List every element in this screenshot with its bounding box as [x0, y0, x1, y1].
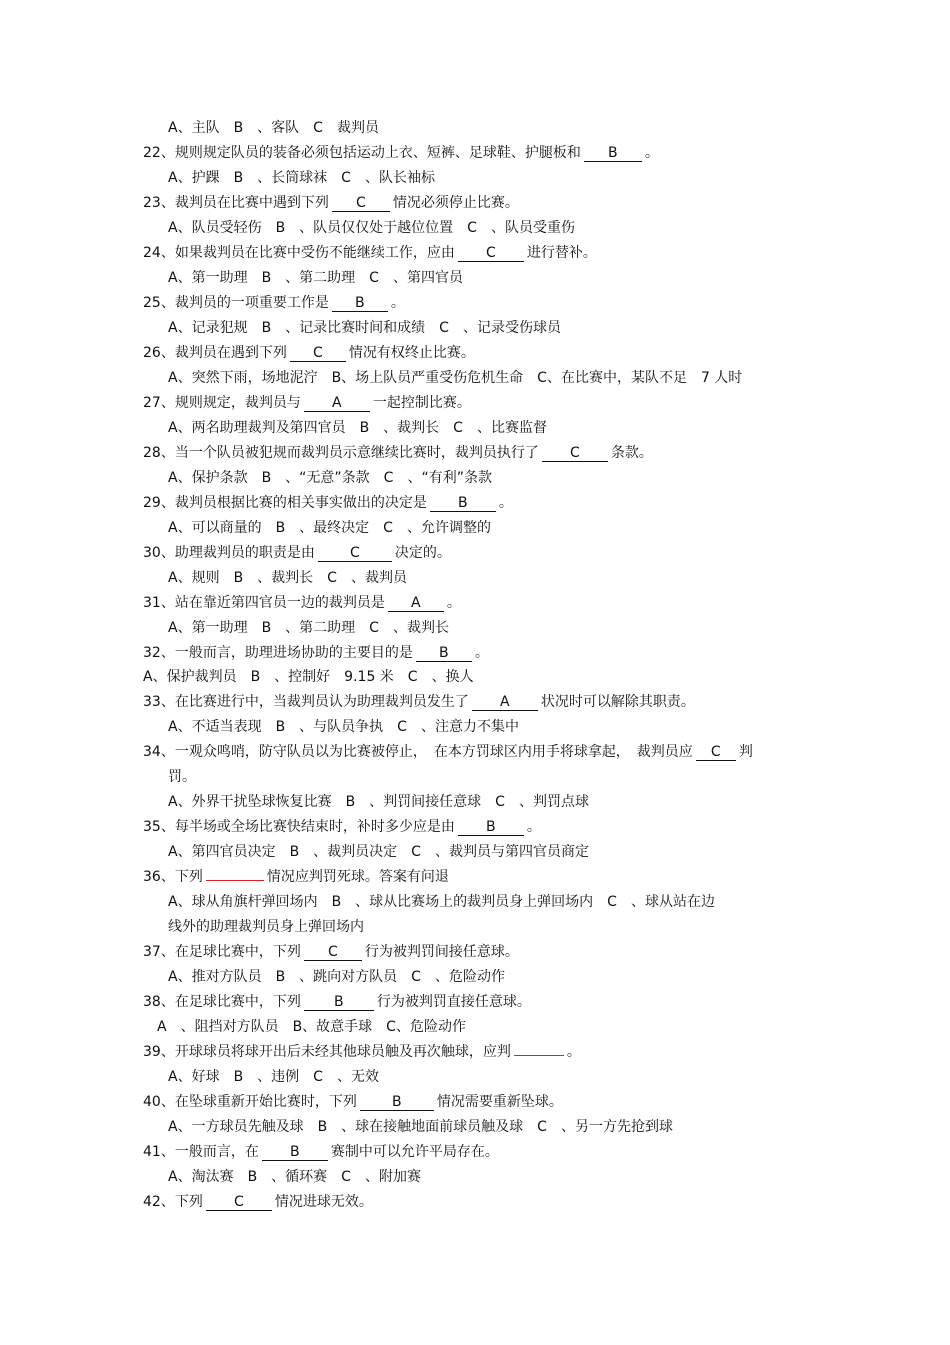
option-line	[168, 269, 463, 289]
question-line	[143, 1193, 373, 1213]
question-line	[143, 344, 475, 364]
line-text: 40、在坠球重新开始比赛时，下列	[143, 1094, 357, 1110]
line-text: A、好球 B 、违例 C 、无效	[168, 1069, 379, 1085]
line-text: 36、下列	[143, 869, 203, 885]
line-text: 22、规则规定队员的装备必须包括运动上衣、短裤、足球鞋、护腿板和	[143, 145, 581, 161]
line-text: 线外的助理裁判员身上弹回场内	[168, 919, 364, 935]
line-text-after: 进行替补。	[526, 245, 597, 261]
line-text: A、外界干扰坠球恢复比赛 B 、判罚间接任意球 C 、判罚点球	[168, 794, 589, 810]
line-text: A、突然下雨，场地泥泞 B、场上队员严重受伤危机生命 C、在比赛中，某队不足 7 人时	[168, 370, 743, 386]
option-line	[168, 319, 561, 339]
line-text: A、淘汰赛 B 、循环赛 C 、附加赛	[168, 1169, 421, 1185]
question-line	[143, 1093, 563, 1113]
option-line	[168, 768, 196, 788]
line-text-after: 条款。	[610, 445, 653, 461]
line-text-after: 判	[738, 744, 753, 760]
question-line	[143, 668, 474, 688]
line-text-after: 行为被判罚直接任意球。	[376, 994, 531, 1010]
line-text-after: 。	[498, 495, 513, 511]
line-text: 罚。	[168, 769, 196, 785]
answer-blank	[206, 880, 264, 881]
line-text: A、保护条款 B 、“无意”条款 C 、“有利”条款	[168, 470, 492, 486]
line-text-after: 。	[446, 595, 461, 611]
option-line	[168, 169, 435, 189]
line-text: A、球从角旗杆弹回场内 B 、球从比赛场上的裁判员身上弹回场内 C 、球从站在边	[168, 894, 715, 910]
question-line	[143, 594, 461, 614]
line-text: A、主队 B 、客队 C 裁判员	[168, 120, 379, 136]
question-line	[143, 244, 597, 264]
option-line	[168, 918, 364, 938]
option-line	[168, 793, 589, 813]
line-text: A、规则 B 、裁判长 C 、裁判员	[168, 570, 407, 586]
option-line	[168, 968, 505, 988]
line-text: 41、一般而言，在	[143, 1144, 259, 1160]
question-line	[143, 993, 531, 1013]
answer-blank: B	[332, 295, 388, 312]
answer-blank: A	[388, 595, 444, 612]
option-line	[168, 1118, 673, 1138]
option-line	[168, 519, 491, 539]
answer-blank: C	[332, 195, 390, 212]
line-text: 26、裁判员在遇到下列	[143, 345, 287, 361]
line-text: 33、在比赛进行中，当裁判员认为助理裁判员发生了	[143, 694, 469, 710]
line-text: A、第四官员决定 B 、裁判员决定 C 、裁判员与第四官员商定	[168, 844, 589, 860]
line-text-after: 决定的。	[394, 545, 451, 561]
question-line	[143, 394, 471, 414]
line-text-after: 情况应判罚死球。答案有问退	[266, 869, 449, 885]
line-text: A、一方球员先触及球 B 、球在接触地面前球员触及球 C 、另一方先抢到球	[168, 1119, 673, 1135]
line-text-after: 行为被判罚间接任意球。	[364, 944, 519, 960]
line-text-after: 。	[566, 1044, 581, 1060]
question-line	[143, 444, 653, 464]
line-text: 25、裁判员的一项重要工作是	[143, 295, 329, 311]
question-line	[143, 943, 519, 963]
line-text-after: 。	[390, 295, 405, 311]
line-text: 38、在足球比赛中，下列	[143, 994, 301, 1010]
option-line	[168, 718, 519, 738]
answer-blank: B	[584, 145, 642, 162]
answer-blank: A	[472, 694, 538, 711]
option-line	[168, 1168, 421, 1188]
line-text-after: 状况时可以解除其职责。	[540, 694, 695, 710]
question-line	[143, 144, 659, 164]
option-line	[168, 569, 407, 589]
line-text: 34、一观众鸣哨，防守队员以为比赛被停止， 在本方罚球区内用手将球拿起， 裁判员应	[143, 744, 693, 760]
answer-blank: C	[290, 345, 346, 362]
line-text: A、可以商量的 B 、最终决定 C 、允许调整的	[168, 520, 491, 536]
line-text: 32、一般而言，助理进场协助的主要目的是	[143, 645, 413, 661]
answer-blank: A	[304, 395, 370, 412]
question-line	[143, 494, 513, 514]
option-line	[168, 219, 575, 239]
option-line	[168, 119, 379, 139]
line-text: 31、站在靠近第四官员一边的裁判员是	[143, 595, 385, 611]
line-text-after: 赛制中可以允许平局存在。	[330, 1144, 499, 1160]
question-line	[143, 294, 405, 314]
line-text: A、两名助理裁判及第四官员 B 、裁判长 C 、比赛监督	[168, 420, 547, 436]
line-text-after: 情况有权终止比赛。	[348, 345, 475, 361]
answer-blank: C	[304, 944, 362, 961]
line-text: A、队员受轻伤 B 、队员仅仅处于越位位置 C 、队员受重伤	[168, 220, 575, 236]
question-line	[143, 868, 449, 888]
option-line	[168, 893, 715, 913]
line-text: A、第一助理 B 、第二助理 C 、裁判长	[168, 620, 449, 636]
line-text: 42、下列	[143, 1194, 203, 1210]
line-text: A、护踝 B 、长筒球袜 C 、队长袖标	[168, 170, 435, 186]
answer-blank	[514, 1055, 564, 1056]
line-text-after: 。	[526, 819, 541, 835]
option-line	[168, 369, 742, 389]
line-text-after: 一起控制比赛。	[372, 395, 471, 411]
question-line	[143, 544, 451, 564]
option-line	[168, 1068, 379, 1088]
line-text: A 、阻挡对方队员 B、故意手球 C、危险动作	[143, 1019, 466, 1035]
question-line	[143, 644, 489, 664]
option-line	[168, 419, 547, 439]
line-text: 39、开球球员将球开出后未经其他球员触及再次触球，应判	[143, 1044, 511, 1060]
answer-blank: B	[416, 645, 472, 662]
option-line	[168, 469, 492, 489]
line-text: 35、每半场或全场比赛快结束时，补时多少应是由	[143, 819, 455, 835]
question-line	[143, 693, 695, 713]
answer-blank: B	[360, 1094, 434, 1111]
line-text: A、不适当表现 B 、与队员争执 C 、注意力不集中	[168, 719, 519, 735]
answer-blank: B	[430, 495, 496, 512]
line-text: A、第一助理 B 、第二助理 C 、第四官员	[168, 270, 463, 286]
line-text: 28、当一个队员被犯规而裁判员示意继续比赛时，裁判员执行了	[143, 445, 539, 461]
option-line	[168, 619, 449, 639]
answer-blank: B	[458, 819, 524, 836]
line-text: 29、裁判员根据比赛的相关事实做出的决定是	[143, 495, 427, 511]
line-text-after: 情况进球无效。	[274, 1194, 373, 1210]
answer-blank: B	[304, 994, 374, 1011]
answer-blank: B	[262, 1144, 328, 1161]
line-text-after: 情况需要重新坠球。	[436, 1094, 563, 1110]
line-text-after: 。	[644, 145, 659, 161]
line-text: A、记录犯规 B 、记录比赛时间和成绩 C 、记录受伤球员	[168, 320, 561, 336]
line-text-after: 。	[474, 645, 489, 661]
line-text-after: 情况必须停止比赛。	[392, 195, 519, 211]
option-line	[168, 843, 589, 863]
question-line	[143, 743, 753, 763]
line-text: A、推对方队员 B 、跳向对方队员 C 、危险动作	[168, 969, 505, 985]
answer-blank: C	[206, 1194, 272, 1211]
line-text: 27、规则规定，裁判员与	[143, 395, 301, 411]
line-text: 30、助理裁判员的职责是由	[143, 545, 315, 561]
answer-blank: C	[318, 545, 392, 562]
line-text: A、保护裁判员 B 、控制好 9.15 米 C 、换人	[143, 669, 474, 685]
question-line	[143, 1043, 581, 1063]
question-line	[143, 818, 541, 838]
question-line	[143, 1143, 499, 1163]
question-line	[143, 194, 519, 214]
line-text: 23、裁判员在比赛中遇到下列	[143, 195, 329, 211]
answer-blank: C	[542, 445, 608, 462]
line-text: 37、在足球比赛中，下列	[143, 944, 301, 960]
answer-blank: C	[696, 744, 736, 761]
question-line	[143, 1018, 466, 1038]
line-text: 24、如果裁判员在比赛中受伤不能继续工作，应由	[143, 245, 455, 261]
answer-blank: C	[458, 245, 524, 262]
